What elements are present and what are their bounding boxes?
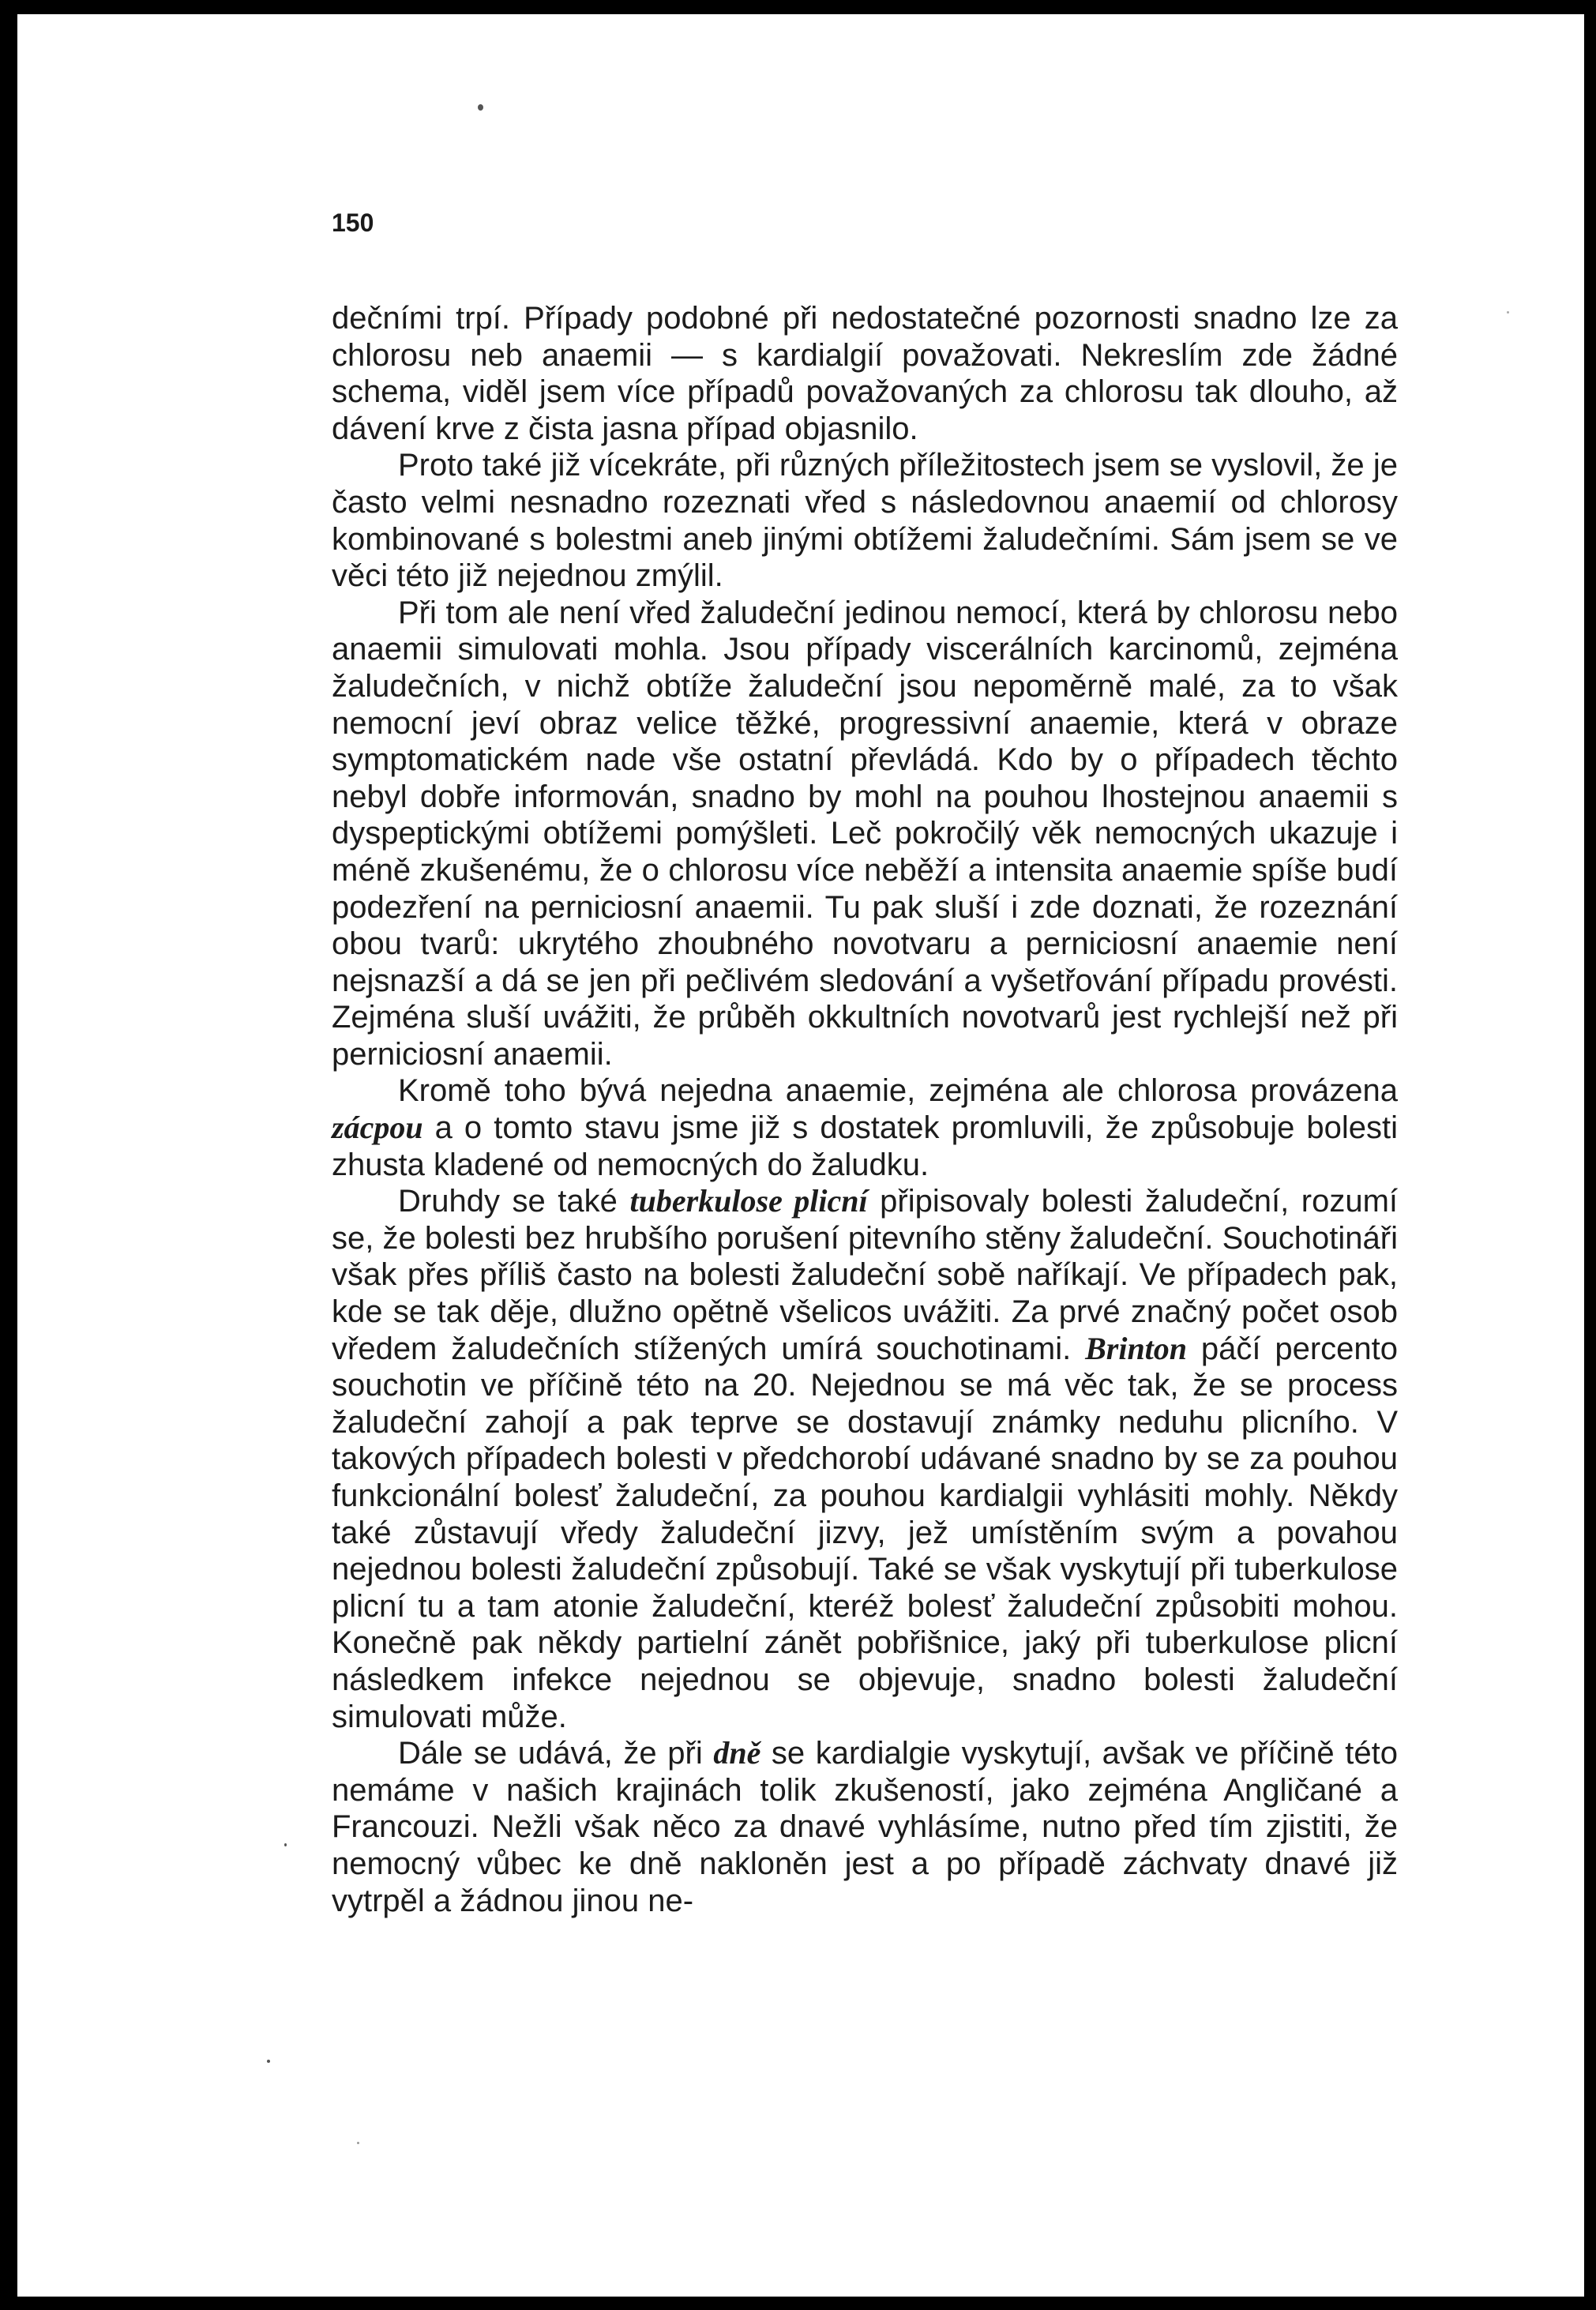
text-run: a o tomto stavu jsme již s dostatek promluvili, že způsobuje bolesti zhusta kladené od nemocných do žaludku.	[332, 1110, 1398, 1182]
ink-speck	[284, 1843, 287, 1846]
text-run: Dále se udává, že při	[398, 1736, 714, 1771]
page-number: 150	[332, 208, 374, 237]
paragraph	[332, 1183, 1398, 1735]
italic-term: zácpou	[332, 1110, 423, 1146]
paragraph	[332, 1735, 1398, 1919]
ink-speck	[267, 2060, 270, 2063]
book-page	[17, 14, 1584, 2297]
paragraph	[332, 595, 1398, 1073]
text-run: připisovaly bolesti žaludeční, rozumí se, že bolesti bez hrubšího porušení pitevního stěny žaludeční. Souchotináři však přes příliš často na bolesti žaludeční sobě naříkají. Ve případech pak, kde se tak děje, dlužno opětně všelicos uvážiti. Za prvé značný počet osob vředem žaludečních stížených umírá souchotinami.	[332, 1184, 1398, 1366]
paragraph	[332, 300, 1398, 447]
italic-term: Brinton	[1085, 1330, 1188, 1366]
text-run: Proto také již vícekráte, při různých příležitostech jsem se vyslovil, že je často velmi nesnadno rozeznati vřed s následovnou anaemií od chlorosy kombinované s bolestmi aneb jinými obtížemi žaludečními. Sám jsem se ve věci této již nejednou zmýlil.	[332, 448, 1398, 594]
ink-speck	[478, 104, 483, 111]
italic-term: dně	[713, 1735, 761, 1771]
text-run: se kardialgie vyskytují, avšak ve příčině této nemáme v našich krajinách tolik zkušeností, jako zejména Angličané a Francouzi. Nežli však něco za dnavé vyhlásíme, nutno před tím zjistiti, že nemocný vůbec ke dně nakloněn jest a po případě záchvaty dnavé již vytrpěl a žádnou jinou ne-	[332, 1736, 1398, 1918]
text-run: dečními trpí. Případy podobné při nedostatečné pozornosti snadno lze za chlorosu neb anaemii — s kardialgií považovati. Nekreslím zde žádné schema, viděl jsem více případů považovaných za chlorosu tak dlouho, až dávení krve z čista jasna případ objasnilo.	[332, 301, 1398, 446]
italic-term: tuberkulose plicní	[629, 1183, 868, 1219]
paragraph	[332, 447, 1398, 594]
text-run: Kromě toho bývá nejedna anaemie, zejména ale chlorosa provázena	[398, 1073, 1398, 1109]
ink-speck	[1507, 311, 1509, 314]
text-run: páčí percento souchotin ve příčině této na 20. Nejednou se má věc tak, že se process žaludeční zahojí a pak teprve se dostavují známky neduhu plicního. V takových případech bolesti v předchorobí udávané snadno by se za pouhou funkcionální bolesť žaludeční, za pouhou kardialgii vyhlásiti mohly. Někdy také zůstavují vředy žaludeční jizvy, jež umístěním svým a povahou nejednou bolesti žaludeční způsobují. Také se však vyskytují při tuberkulose plicní tu a tam atonie žaludeční, kteréž bolesť žaludeční způsobiti mohou. Konečně pak někdy partielní zánět pobřišnice, jaký při tuberkulose plicní následkem infekce nejednou se objevuje, snadno bolesti žaludeční simulovati může.	[332, 1331, 1398, 1734]
ink-speck	[357, 2142, 359, 2144]
paragraph	[332, 1072, 1398, 1183]
text-run: Druhdy se také	[398, 1184, 630, 1219]
text-run: Při tom ale není vřed žaludeční jedinou nemocí, která by chlorosu nebo anaemii simulovati mohla. Jsou případy viscerálních karcinomů, zejména žaludečních, v nichž obtíže žaludeční jsou nepoměrně malé, za to však nemocní jeví obraz velice těžké, progressivní anaemie, která v obraze symptomatickém nade vše ostatní převládá. Kdo by o případech těchto nebyl dobře informován, snadno by mohl na pouhou lhostejnou anaemii s dyspeptickými obtížemi pomýšleti. Leč pokročilý věk nemocných ukazuje i méně zkušenému, že o chlorosu více neběží a intensita anaemie spíše budí podezření na perniciosní anaemii. Tu pak sluší i zde doznati, že rozeznání obou tvarů: ukrytého zhoubného novotvaru a perniciosní anaemie není nejsnazší a dá se jen při pečlivém sledování a vyšetřování případu provésti. Zejména sluší uvážiti, že průběh okkultních novotvarů jest rychlejší než při perniciosní anaemii.	[332, 595, 1398, 1072]
body-text	[332, 300, 1398, 1919]
